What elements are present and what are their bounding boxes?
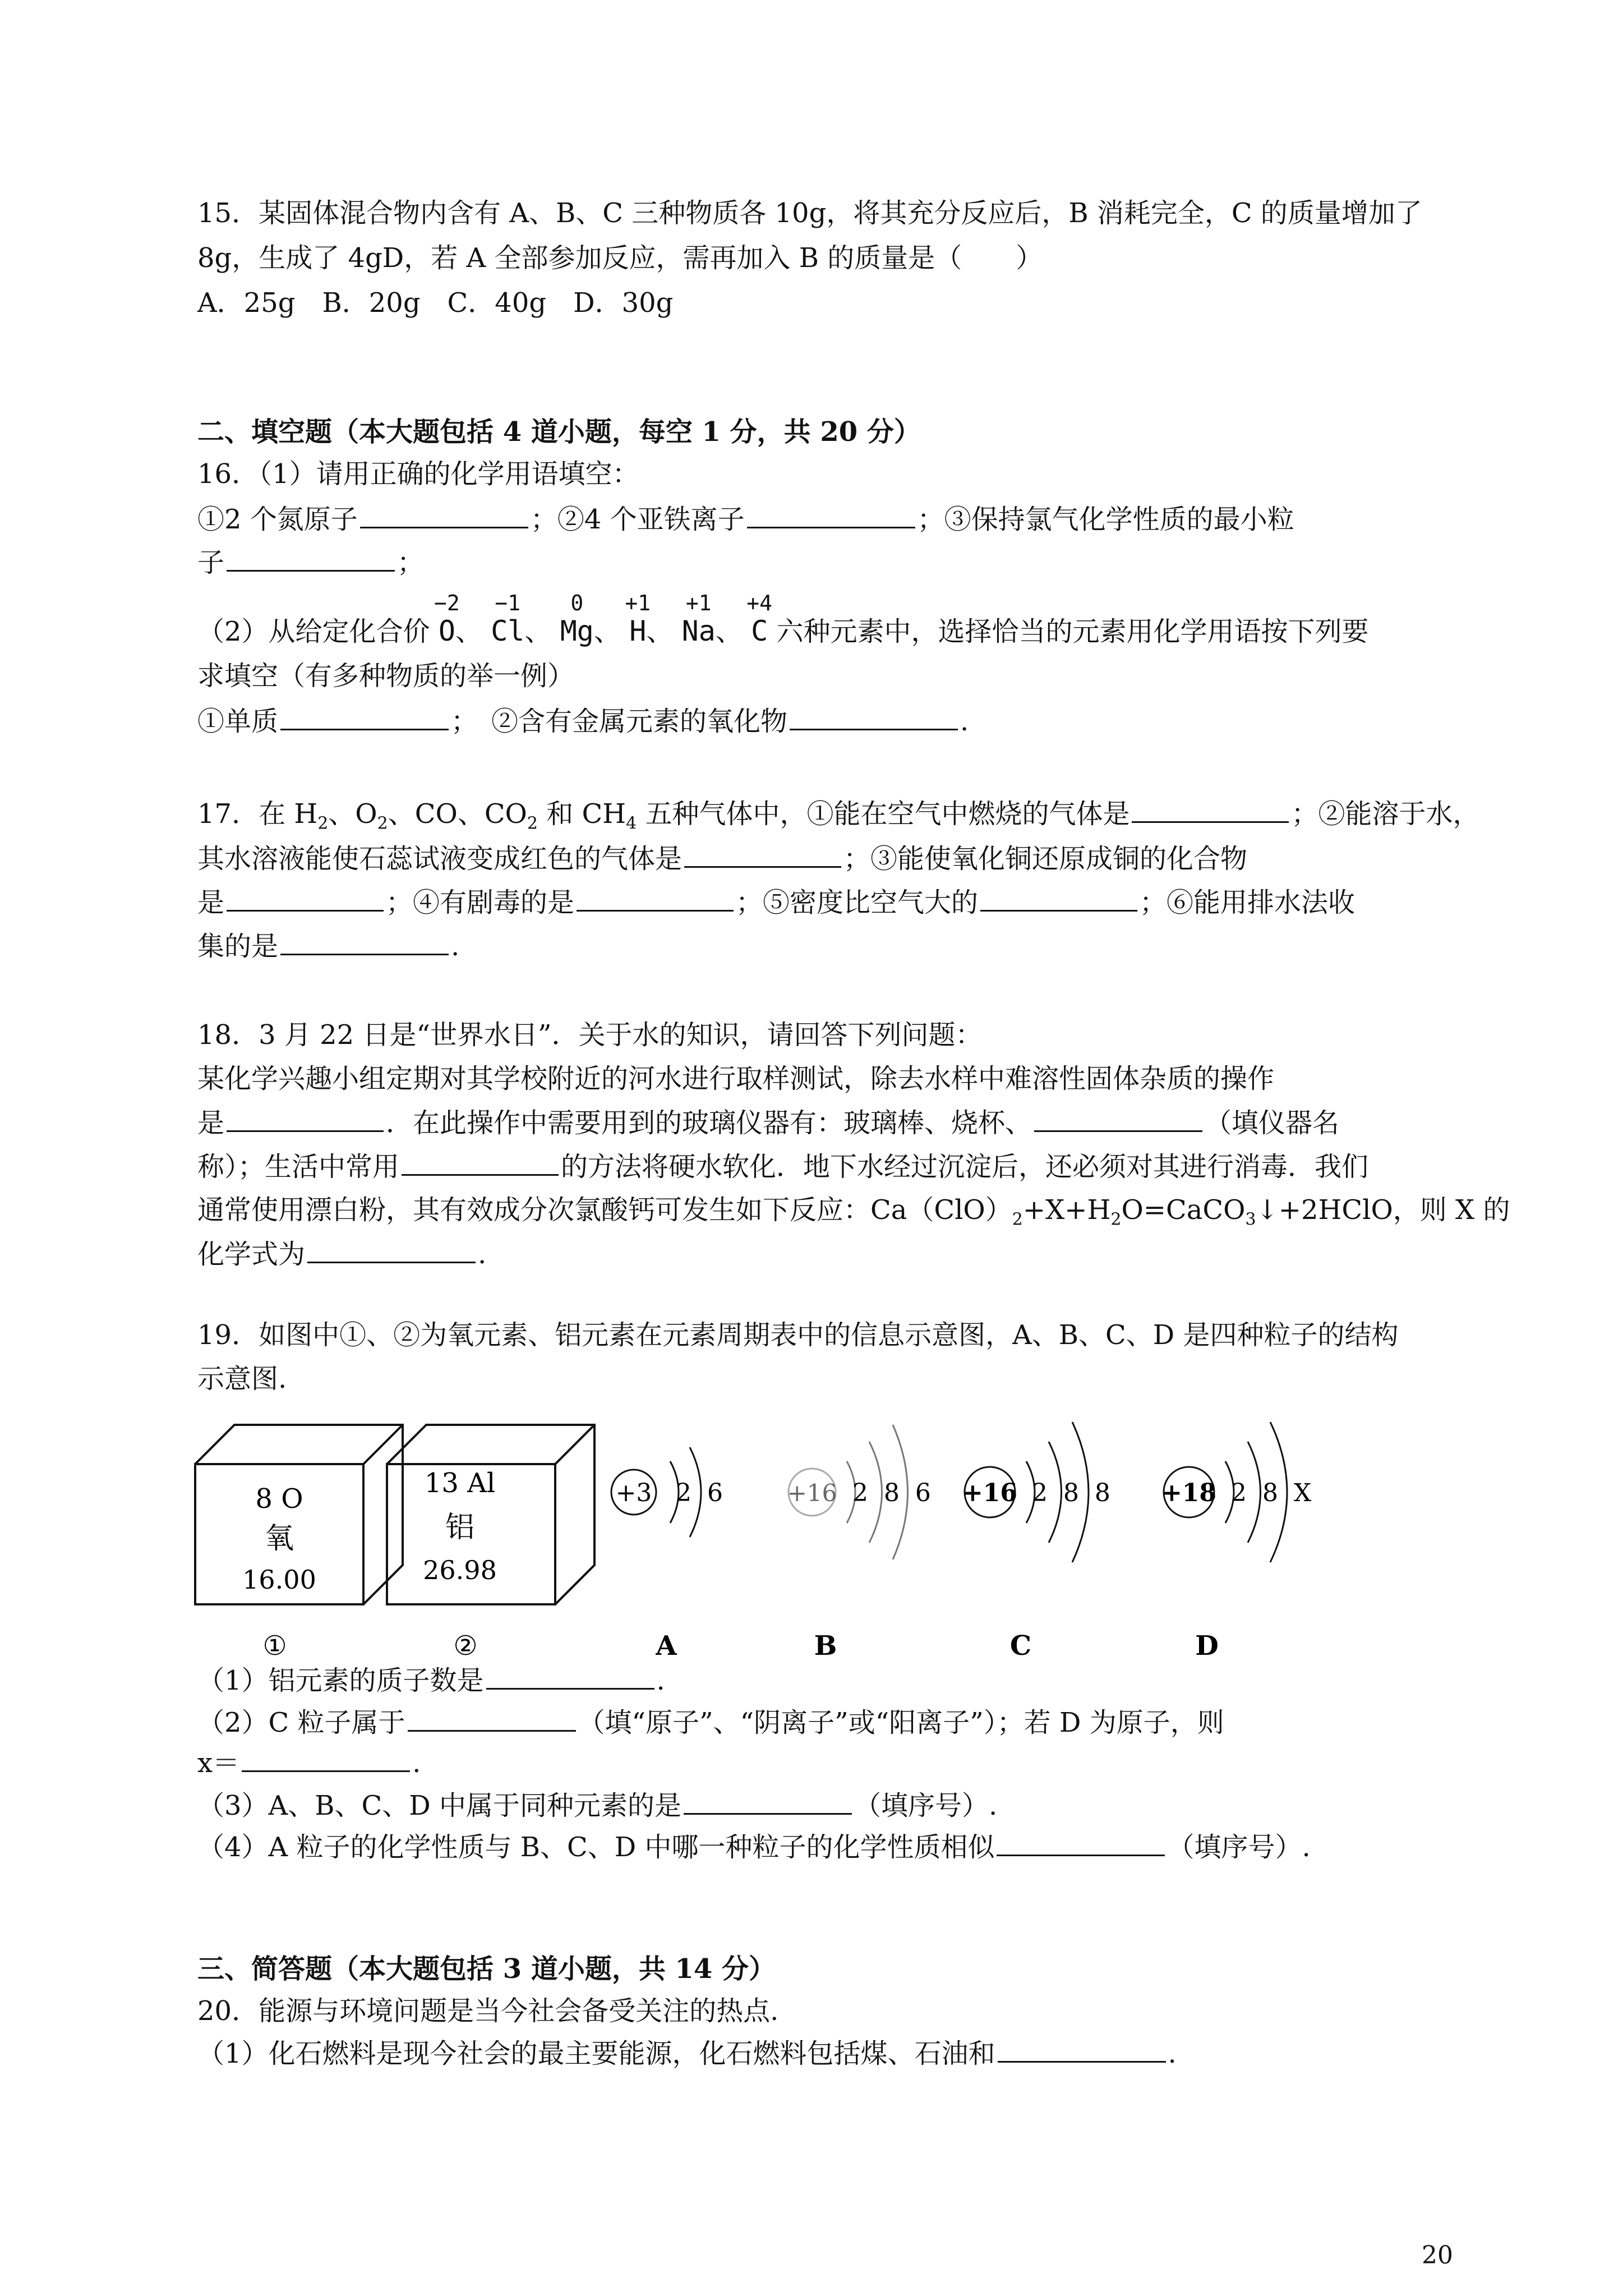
q17-text: ；②能溶于水，: [1291, 798, 1480, 830]
section-3-title: 三、简答题（本大题包括 3 道小题，共 14 分）: [197, 1953, 776, 1985]
valence-number: 0: [570, 591, 584, 615]
q18-line-1: 18．3 月 22 日是“世界水日”．关于水的知识，请回答下列问题：: [197, 1019, 983, 1051]
q19-text: （4）A 粒子的化学性质与 B、C、D 中哪一种粒子的化学性质相似: [197, 1832, 995, 1863]
q17-text: ；③能使氧化铜还原成铜的化合物: [843, 843, 1248, 875]
valence-item: [746, 591, 773, 648]
q18-text: 的方法将硬水软化．地下水经过沉淀后，还必须对其进行消毒．我们: [561, 1151, 1369, 1182]
element-symbol: C: [751, 615, 768, 647]
answer-blank[interactable]: [980, 885, 1137, 912]
q20-text: （1）化石燃料是现今社会的最主要能源，化石燃料包括煤、石油和: [197, 2038, 995, 2069]
valence-item: [625, 591, 651, 648]
nucleus-charge: +16: [787, 1479, 837, 1507]
answer-blank[interactable]: [227, 1106, 384, 1132]
q19-text: （填序号）.: [1167, 1832, 1311, 1863]
answer-blank[interactable]: [360, 502, 528, 528]
element-symbol: Na: [681, 615, 716, 647]
q17-text: 其水溶液能使石蕊试液变成红色的气体是: [197, 843, 683, 875]
q16-part-2: [197, 591, 1369, 648]
q18-line-2: 某化学兴趣小组定期对其学校附近的河水进行取样测试，除去水样中难溶性固体杂质的操作: [197, 1063, 1275, 1094]
q15-line-1: 15．某固体混合物内含有 A、B、C 三种物质各 10g，将其充分反应后，B 消耗完全，C 的质量增加了: [197, 197, 1422, 229]
shell-electrons: 2 8 X: [1231, 1479, 1312, 1507]
q17-line-3: [197, 885, 1355, 919]
answer-blank[interactable]: [402, 1149, 559, 1176]
valence-item: [560, 591, 594, 648]
q17-text: 是: [197, 887, 225, 918]
q20-line-2: [197, 2036, 1177, 2070]
q17-text: 集的是: [197, 931, 279, 962]
element-symbol: Mg: [560, 615, 594, 647]
shell-electrons: 2 8 6: [852, 1479, 931, 1507]
q16-text: ①单质: [197, 706, 279, 737]
q19-text: （3）A、B、C、D 中属于同种元素的是: [197, 1790, 681, 1821]
q16-text: ； ②含有金属元素的氧化物: [451, 706, 788, 737]
q17-text: ；⑤密度比空气大的: [736, 887, 979, 918]
answer-blank[interactable]: [227, 545, 395, 572]
q18-text: 通常使用漂白粉，其有效成分次氯酸钙可发生如下反应：Ca（ClO）: [197, 1194, 1012, 1226]
q20-text: .: [1168, 2038, 1177, 2069]
q19-part-3: [197, 1788, 997, 1823]
answer-blank[interactable]: [242, 1746, 410, 1772]
q19-part-4: [197, 1830, 1311, 1864]
q16-text: ①2 个氮原子: [197, 504, 358, 535]
valence-item: [491, 591, 525, 648]
q15-options: A．25g B．20g C．40g D．30g: [197, 287, 674, 319]
answer-blank[interactable]: [684, 1788, 852, 1815]
q19-text: （填“原子”、“阴离子”或“阳离子”）；若 D 为原子，则: [578, 1707, 1224, 1738]
q19-text: （填序号）.: [854, 1790, 998, 1821]
q19-text: x＝: [197, 1747, 240, 1779]
q16-part-2-line-2: 求填空（有多种物质的举一例）: [197, 660, 575, 692]
q19-part-1: [197, 1663, 665, 1697]
q16-part-2-suffix: 六种元素中，选择恰当的元素用化学用语按下列要: [776, 616, 1369, 647]
answer-blank[interactable]: [790, 704, 958, 730]
q18-text: .: [478, 1239, 487, 1270]
valence-number: +1: [685, 591, 712, 615]
nucleus-charge: +3: [615, 1479, 652, 1507]
page-number: 20: [1422, 2241, 1453, 2270]
figure-label: B: [814, 1630, 837, 1662]
q19-text: .: [412, 1747, 421, 1779]
q19-part-2: [197, 1705, 1224, 1740]
q18-text: O=CaCO: [1121, 1194, 1246, 1226]
subscript: 2: [377, 813, 388, 834]
q17-text: ；⑥能用排水法收: [1140, 887, 1355, 918]
subscript: 2: [1012, 1209, 1023, 1230]
q19-line-2: 示意图.: [197, 1363, 287, 1395]
q17-text: 和 CH: [538, 798, 626, 830]
q18-text: 化学式为: [197, 1239, 306, 1270]
valence-number: −1: [495, 591, 521, 615]
q19-part-2-line-2: [197, 1746, 421, 1780]
subscript: 3: [1245, 1209, 1256, 1230]
shell-electrons: 2 6: [676, 1479, 723, 1507]
nucleus-charge: +18: [1161, 1479, 1217, 1507]
q16-text: ；③保持氯气化学性质的最小粒: [917, 504, 1294, 535]
q16-line-4: [197, 704, 969, 738]
q16-line-1: [197, 502, 1294, 536]
figure-label: ②: [453, 1630, 478, 1662]
answer-blank[interactable]: [684, 841, 841, 868]
element-symbol: Cl: [491, 615, 525, 647]
shell-electrons: 2 8 8: [1032, 1479, 1110, 1507]
q17-text: 五种气体中，①能在空气中燃烧的气体是: [637, 798, 1130, 830]
q18-text: +X+H: [1022, 1194, 1111, 1226]
q16-text: ；②4 个亚铁离子: [530, 504, 745, 535]
cell-top-text: 8 O: [255, 1483, 303, 1515]
q17-line-1: [197, 797, 1480, 834]
q19-text: （1）铝元素的质子数是: [197, 1665, 484, 1696]
q19-text: （2）C 粒子属于: [197, 1707, 405, 1738]
element-figure: [191, 1408, 1312, 1666]
separator: 、: [524, 616, 552, 647]
q18-line-5: [197, 1193, 1510, 1230]
q18-text: ↓+2HClO，则 X 的: [1256, 1194, 1510, 1226]
element-symbol: O: [438, 615, 455, 647]
q17-line-4: [197, 929, 459, 963]
figure-label: D: [1195, 1630, 1219, 1662]
answer-blank[interactable]: [998, 2036, 1166, 2063]
nucleus-charge: +16: [962, 1479, 1018, 1507]
q17-text: 、CO、CO: [388, 798, 527, 830]
separator: 、: [646, 616, 674, 647]
subscript: 2: [527, 813, 538, 834]
q16-text: .: [960, 706, 969, 737]
element-symbol: H: [629, 615, 647, 647]
cell-mass-text: 16.00: [242, 1565, 316, 1595]
q16-intro: 16．（1）请用正确的化学用语填空：: [197, 458, 639, 490]
q18-line-3: [197, 1106, 1339, 1140]
q18-text: 称）；生活中常用: [197, 1151, 400, 1182]
q17-line-2: [197, 841, 1247, 876]
q16-text: 子: [197, 547, 225, 578]
q17-text: 、O: [328, 798, 377, 830]
q15-line-2: 8g，生成了 4gD，若 A 全部参加反应，需再加入 B 的质量是（ ）: [197, 242, 1043, 274]
q18-text: （填仪器名: [1205, 1107, 1340, 1139]
q19-line-1: 19．如图中①、②为氧元素、铝元素在元素周期表中的信息示意图，A、B、C、D 是四种粒子的结构: [197, 1319, 1399, 1351]
q17-text: ；④有剧毒的是: [386, 887, 575, 918]
valence-list: [434, 591, 777, 647]
answer-blank[interactable]: [1034, 1106, 1202, 1132]
cell-top-text: 13 Al: [424, 1467, 496, 1499]
q17-text: 17．在 H: [197, 798, 318, 830]
separator: 、: [593, 616, 621, 647]
separator: 、: [715, 616, 743, 647]
valence-item: [434, 591, 460, 648]
valence-item: [681, 591, 716, 648]
subscript: 2: [1110, 1209, 1122, 1230]
figure-label: C: [1009, 1630, 1032, 1662]
answer-blank[interactable]: [307, 1237, 476, 1263]
q16-part-2-prefix: （2）从给定化合价: [197, 616, 430, 647]
answer-blank[interactable]: [747, 502, 915, 528]
section-2-title: 二、填空题（本大题包括 4 道小题，每空 1 分，共 20 分）: [197, 416, 921, 448]
q16-line-2: [197, 545, 424, 579]
valence-number: −2: [434, 591, 460, 615]
q18-line-6: [197, 1237, 486, 1271]
q16-text: ；: [397, 547, 425, 578]
figure-label: ①: [262, 1630, 287, 1662]
subscript: 4: [626, 813, 637, 834]
answer-blank[interactable]: [486, 1663, 654, 1690]
answer-blank[interactable]: [408, 1705, 576, 1732]
answer-blank[interactable]: [1132, 797, 1289, 823]
cell-name-text: 氧: [264, 1522, 294, 1556]
cell-name-text: 铝: [445, 1511, 475, 1544]
subscript: 2: [317, 813, 329, 834]
q17-text: .: [451, 931, 460, 962]
answer-blank[interactable]: [280, 704, 449, 730]
q18-line-4: [197, 1149, 1368, 1184]
separator: 、: [455, 616, 482, 647]
q20-line-1: 20．能源与环境问题是当今社会备受关注的热点.: [197, 1995, 779, 2027]
answer-blank[interactable]: [577, 885, 734, 912]
answer-blank[interactable]: [280, 929, 449, 955]
q18-text: 是: [197, 1107, 225, 1139]
figure-label: A: [656, 1630, 677, 1662]
valence-number: +4: [746, 591, 773, 615]
cell-mass-text: 26.98: [423, 1555, 497, 1585]
q19-text: .: [656, 1665, 665, 1696]
q18-text: ．在此操作中需要用到的玻璃仪器有：玻璃棒、烧杯、: [386, 1107, 1032, 1139]
answer-blank[interactable]: [227, 885, 384, 912]
valence-number: +1: [625, 591, 651, 615]
answer-blank[interactable]: [997, 1830, 1165, 1856]
